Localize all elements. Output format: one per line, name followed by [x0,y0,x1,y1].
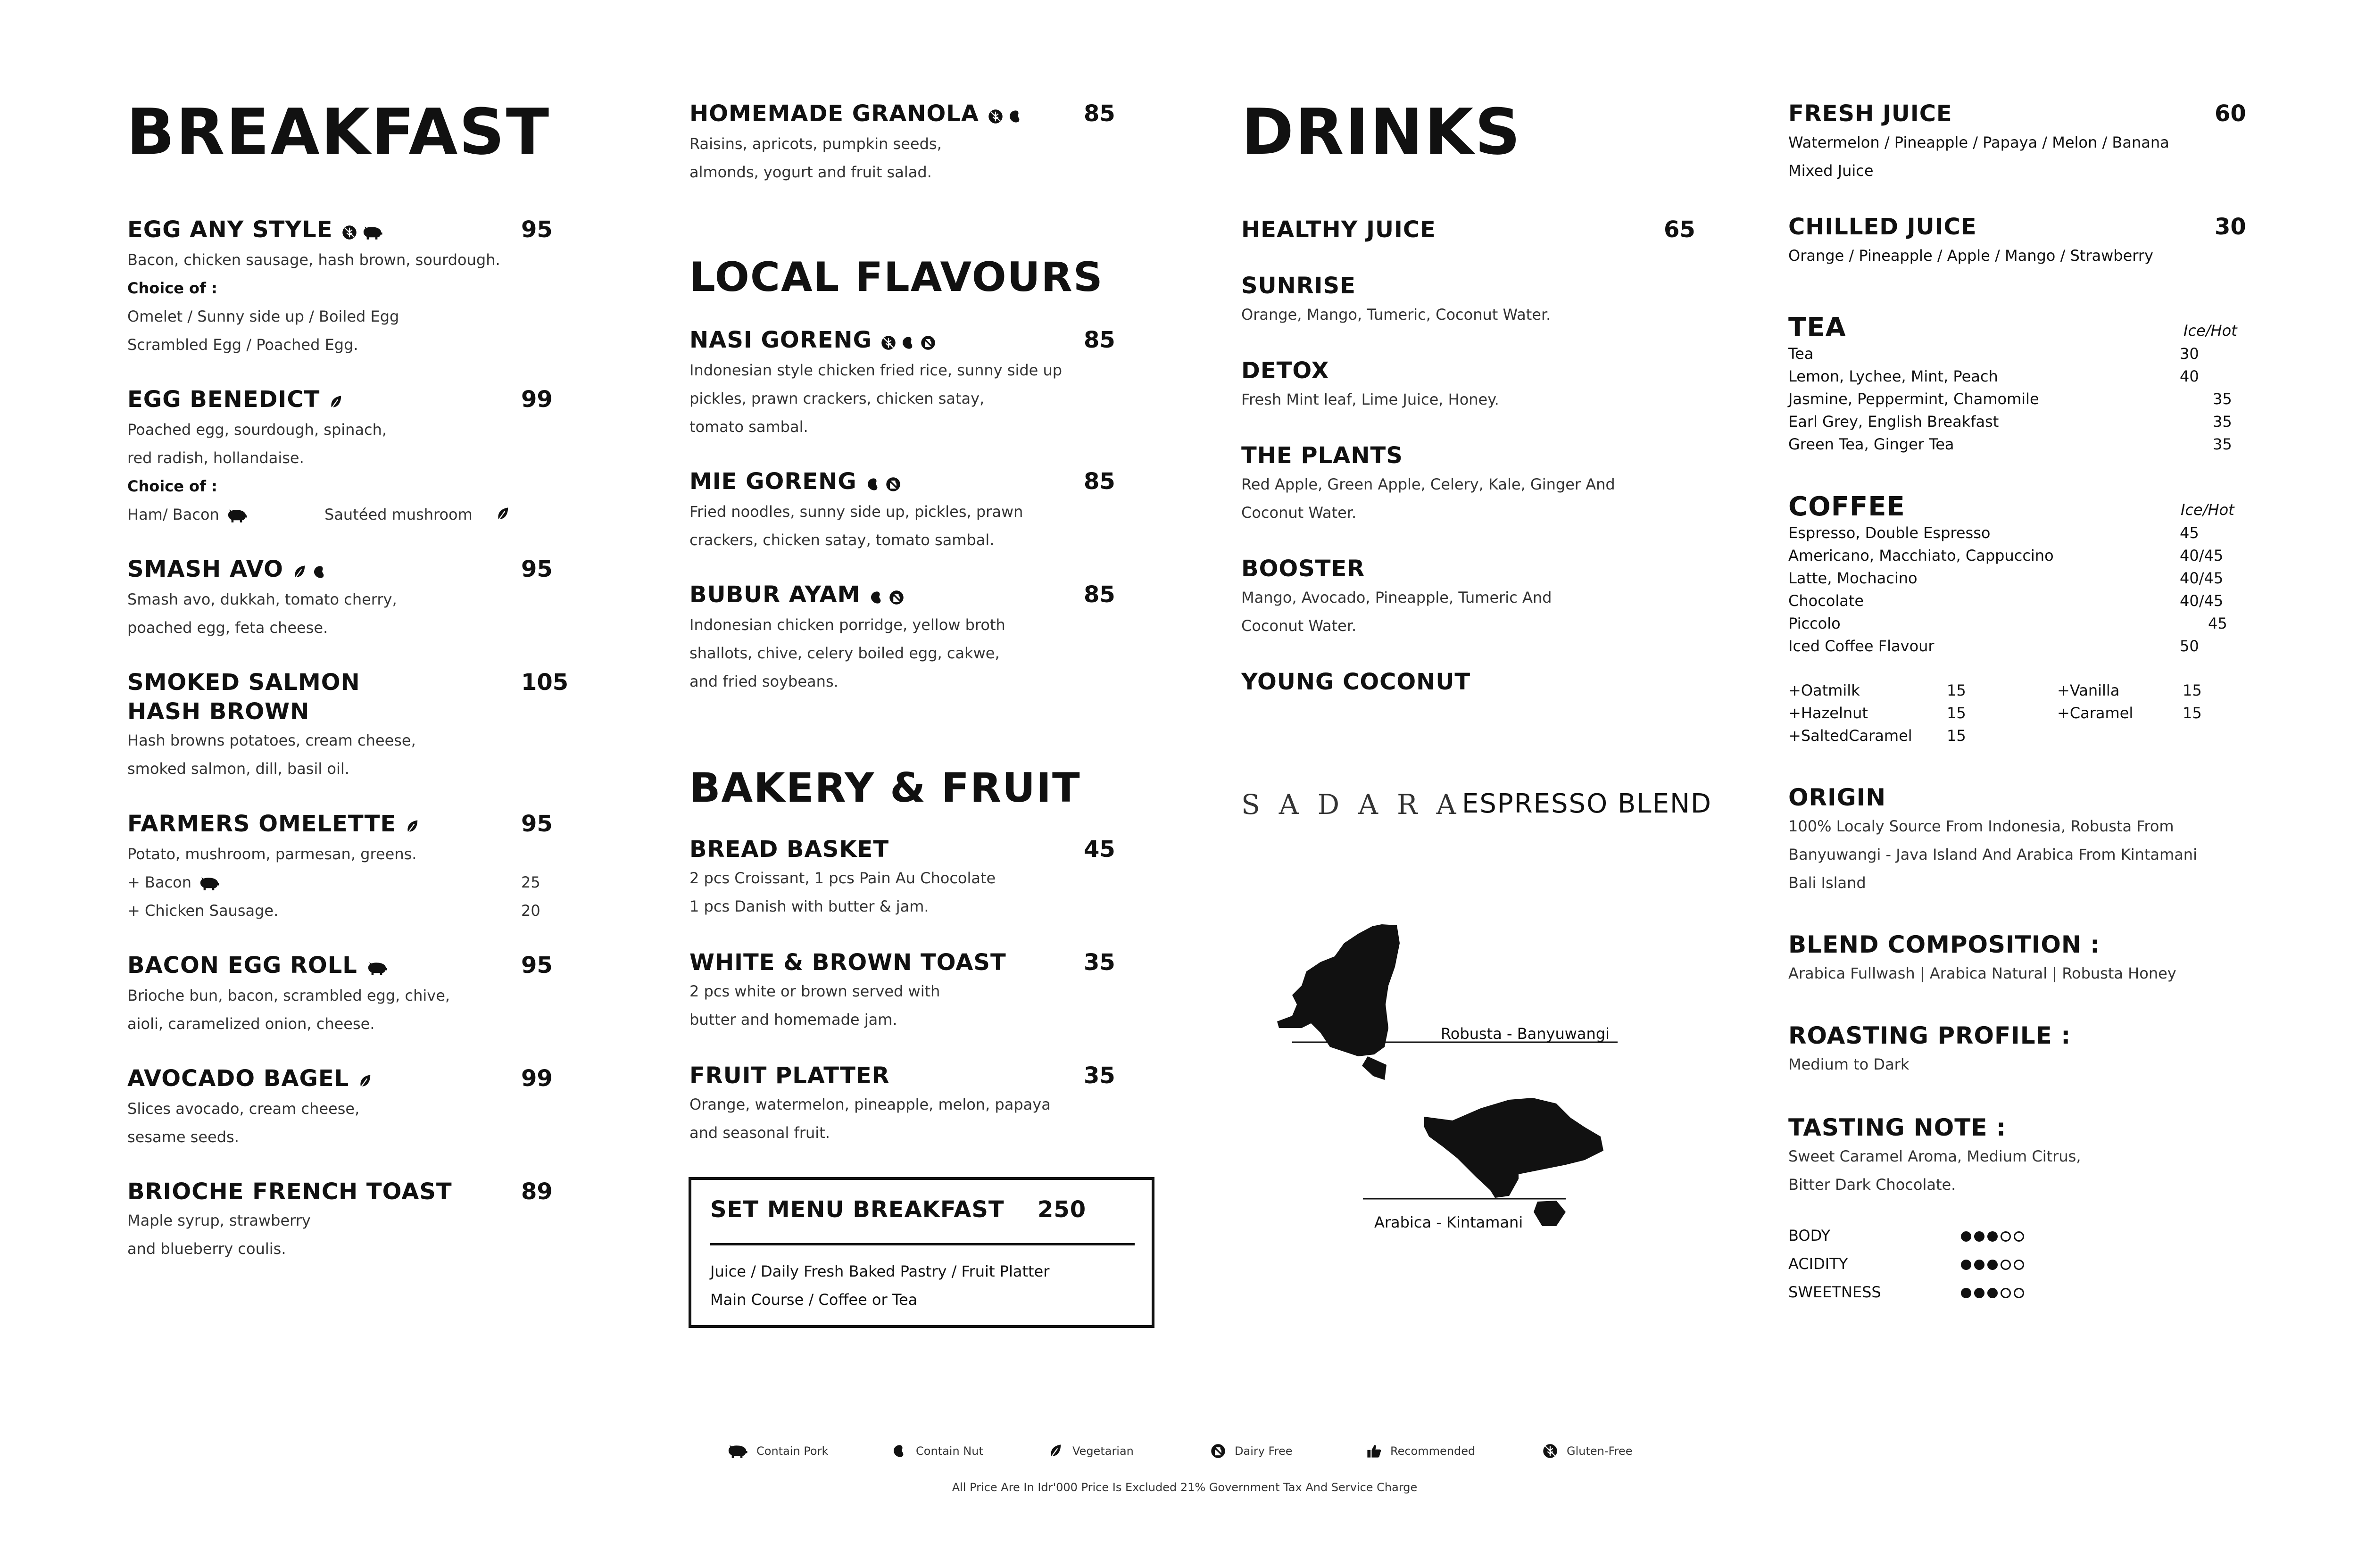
choice-label: Choice of : [127,477,217,495]
addon-label: + Chicken Sausage. [127,902,279,920]
dairy-free-icon [885,476,901,492]
blend-text: Arabica Fullwash | Arabica Natural | Robusta Honey [1788,964,2176,982]
item-description: Raisins, apricots, pumpkin seeds, [689,135,942,153]
tea-row: Tea 30 [1788,345,2199,363]
item-description: Poached egg, sourdough, spinach, [127,421,387,439]
rating-dot-filled [1987,1288,1998,1298]
item-price: 95 [521,216,553,243]
menu-item [689,580,1133,696]
rating-dots [1961,1221,2027,1250]
addon-label: +Vanilla [2057,681,2120,699]
vegetarian-icon [405,819,421,835]
menu-item [127,951,571,1038]
bakery-title: BAKERY & FRUIT [689,764,1081,812]
rating-dot-empty [2001,1231,2011,1242]
drink-description: Red Apple, Green Apple, Celery, Kale, Ginger And [1241,475,1615,493]
item-name: BACON EGG ROLL [127,952,357,979]
item-name: HEALTHY JUICE [1241,216,1436,243]
menu-item [127,1064,571,1151]
drink-name: DETOX [1241,357,1329,384]
origin-line: 100% Localy Source From Indonesia, Robusta From [1788,817,2174,835]
tea-section [1788,312,2237,456]
rating-dot-empty [2014,1288,2024,1298]
item-description: Potato, mushroom, parmesan, greens. [127,845,417,863]
menu-item [127,668,571,783]
choice-mushroom: Sautéed mushroom [324,506,473,523]
choice-line: Omelet / Sunny side up / Boiled Egg [127,307,399,325]
menu-item [689,835,1133,921]
blend-title: BLEND COMPOSITION : [1788,931,2101,958]
item-description: butter and homemade jam. [689,1011,897,1029]
coffee-row: Americano, Macchiato, Cappuccino 40/45 [1788,547,2224,564]
rating-dot-filled [1961,1231,1971,1242]
item-price: 65 [1664,216,1695,243]
vegetarian-icon [357,1073,374,1089]
vegetarian-icon [1048,1443,1064,1459]
drink-name: THE PLANTS [1241,442,1403,469]
profile-row: ACIDITY [1788,1250,2118,1278]
rating-dot-filled [1974,1288,1984,1298]
origin-line: Bali Island [1788,874,1866,892]
item-description: sesame seeds. [127,1128,239,1146]
item-name: SMASH AVO [127,556,283,582]
drink-item [1241,356,1685,414]
addon-price: 15 [2183,704,2202,722]
item-price: 95 [521,811,553,837]
item-description: Smash avo, dukkah, tomato cherry, [127,590,397,608]
set-menu-divider [710,1243,1135,1245]
gluten-free-icon [1542,1443,1558,1459]
item-description: Slices avocado, cream cheese, [127,1100,360,1118]
addon-label: + Bacon [127,873,191,891]
item-price: 99 [521,1065,553,1092]
pork-icon [361,224,383,241]
choice-line: Scrambled Egg / Poached Egg. [127,336,358,354]
addon-label: +Oatmilk [1788,681,1860,699]
set-menu-price: 250 [1038,1196,1087,1223]
item-description: Mixed Juice [1788,162,1874,180]
gluten-free-icon [880,335,897,351]
item-description: Orange / Pineapple / Apple / Mango / Strawberry [1788,247,2153,265]
item-price: 85 [1084,581,1115,608]
nut-icon [865,476,881,492]
item-name: SMOKED SALMON [127,669,360,696]
drink-description: Mango, Avocado, Pineapple, Tumeric And [1241,589,1552,606]
item-name: EGG ANY STYLE [127,216,333,243]
item-description: pickles, prawn crackers, chicken satay, [689,390,985,407]
rating-dot-filled [1961,1260,1971,1270]
breakfast-title: BREAKFAST [126,95,551,169]
rating-dot-filled [1974,1260,1984,1270]
addon-label: +SaltedCaramel [1788,727,1912,745]
gluten-free-icon [341,224,357,241]
addon-price: 15 [1947,681,1966,699]
vegetarian-icon [495,506,511,522]
drink-item [1241,554,1685,640]
pork-icon [366,960,388,976]
choice-ham-bacon: Ham/ Bacon [127,506,219,523]
nut-icon [1007,108,1023,124]
item-description: smoked salmon, dill, basil oil. [127,760,349,778]
addon-price: 15 [2183,681,2202,699]
item-price: 89 [521,1178,553,1205]
pork-icon [198,875,220,891]
item-price: 60 [2215,100,2246,127]
item-name: NASI GORENG [689,327,872,353]
item-price: 45 [1084,836,1115,863]
item-price: 30 [2215,214,2246,240]
price-note: All Price Are In Idr'000 Price Is Excluded 21% Government Tax And Service Charge [952,1481,1418,1494]
menu-item [689,948,1133,1034]
item-description: 2 pcs white or brown served with [689,982,940,1000]
item-price: 85 [1084,327,1115,353]
item-description: Fried noodles, sunny side up, pickles, prawn [689,503,1023,521]
coffee-section [1788,492,2232,657]
tea-row: Jasmine, Peppermint, Chamomile 35 [1788,390,2232,408]
rating-dots [1961,1278,2027,1306]
pork-icon [226,507,248,523]
menu-item [689,325,1133,441]
recommended-icon [1366,1443,1382,1459]
item-name: MIE GORENG [689,468,857,495]
tasting-title: TASTING NOTE : [1788,1114,2006,1141]
item-price: 95 [521,952,553,979]
item-name: FARMERS OMELETTE [127,811,397,837]
rating-dot-empty [2001,1288,2011,1298]
legend-gluten-free: Gluten-Free [1542,1443,1632,1459]
set-menu-name: SET MENU BREAKFAST [710,1196,1005,1223]
ice-hot-label: Ice/Hot [2184,322,2237,340]
legend-recommended: Recommended [1366,1443,1475,1459]
item-name: CHILLED JUICE [1788,214,1977,240]
item-description: and seasonal fruit. [689,1124,830,1142]
item-description: tomato sambal. [689,418,808,436]
coffee-row: Latte, Mochacino 40/45 [1788,569,2224,587]
set-menu-line: Main Course / Coffee or Tea [710,1291,918,1309]
coffee-title: COFFEE [1788,491,1905,522]
nut-icon [900,335,916,351]
item-price: 35 [1084,949,1115,976]
addon-price: 25 [521,873,540,891]
menu-item [127,1177,571,1263]
item-name: HOMEMADE GRANOLA [689,100,980,127]
item-description: shallots, chive, celery boiled egg, cakwe, [689,644,1000,662]
map-label-arabica: Arabica - Kintamani [1374,1213,1523,1231]
item-description: Orange, watermelon, pineapple, melon, papaya [689,1095,1051,1113]
coffee-row: Espresso, Double Espresso 45 [1788,524,2199,542]
item-name: BUBUR AYAM [689,581,861,608]
drink-name: BOOSTER [1241,556,1365,582]
item-description: Indonesian style chicken fried rice, sunny side up [689,361,1063,379]
dairy-free-icon [920,335,936,351]
drink-description: Coconut Water. [1241,617,1357,635]
tea-row: Lemon, Lychee, Mint, Peach 40 [1788,367,2199,385]
item-description: poached egg, feta cheese. [127,619,328,637]
java-island-shape [1277,924,1400,1080]
choice-label: Choice of : [127,279,217,297]
item-price: 105 [521,669,569,696]
item-description: Indonesian chicken porridge, yellow broth [689,616,1005,634]
blend-section [1788,930,2232,987]
item-description: crackers, chicken satay, tomato sambal. [689,531,995,549]
coffee-row: Iced Coffee Flavour 50 [1788,637,2199,655]
pork-icon [726,1443,748,1459]
drinks-title: DRINKS [1241,95,1522,169]
rating-dot-filled [1961,1288,1971,1298]
vegetarian-icon [292,564,308,580]
rating-dot-filled [1987,1260,1998,1270]
coffee-row: Piccolo 45 [1788,614,2227,632]
roast-section [1788,1021,2232,1079]
drink-name: SUNRISE [1241,273,1356,299]
item-description: red radish, hollandaise. [127,449,304,467]
tea-row: Green Tea, Ginger Tea 35 [1788,435,2232,453]
nut-icon [312,564,328,580]
addon-label: +Hazelnut [1788,704,1868,722]
gluten-free-icon [988,108,1004,124]
item-price: 95 [521,556,553,582]
menu-item [689,467,1133,554]
addon-price: 20 [521,902,540,920]
item-name: AVOCADO BAGEL [127,1065,349,1092]
item-name-line2: HASH BROWN [127,698,310,725]
addon-label: +Caramel [2057,704,2134,722]
profile-row: BODY [1788,1221,2118,1250]
item-description: 1 pcs Danish with butter & jam. [689,897,929,915]
origin-line: Banyuwangi - Java Island And Arabica From Kintamani [1788,846,2197,863]
menu-item [1241,215,1695,244]
menu-item [1788,212,2246,270]
rating-dot-empty [2001,1260,2011,1270]
tea-title: TEA [1788,312,1846,343]
flavor-profile [1788,1221,2118,1306]
drink-item [1241,441,1685,527]
legend-pork: Contain Pork [726,1443,828,1459]
drink-item [1241,271,1685,329]
menu-item [689,1061,1133,1147]
rating-dot-empty [2014,1260,2024,1270]
tasting-section [1788,1113,2232,1199]
item-description: Bacon, chicken sausage, hash brown, sourdough. [127,251,500,269]
item-description: Hash browns potatoes, cream cheese, [127,731,416,749]
item-description: and fried soybeans. [689,672,839,690]
bali-island-shape [1424,1098,1603,1226]
item-name: FRUIT PLATTER [689,1062,890,1089]
tea-row: Earl Grey, English Breakfast 35 [1788,413,2232,431]
addon-price: 15 [1947,727,1966,745]
nut-icon [891,1443,907,1459]
menu-item [1788,99,2246,185]
item-price: 99 [521,386,553,413]
origin-title: ORIGIN [1788,784,1886,811]
legend-vegetarian: Vegetarian [1048,1443,1134,1459]
item-name: BRIOCHE FRENCH TOAST [127,1178,452,1205]
item-description: Watermelon / Pineapple / Papaya / Melon / Banana [1788,133,2169,151]
brand-subtitle: ESPRESSO BLEND [1462,788,1712,819]
brand-logo: SADARA [1241,788,1475,821]
map-label-robusta: Robusta - Banyuwangi [1441,1025,1610,1043]
set-menu-box [689,1177,1154,1328]
item-description: almonds, yogurt and fruit salad. [689,163,932,181]
menu-item [689,99,1133,186]
rating-dots [1961,1250,2027,1278]
dairy-free-icon [1210,1443,1226,1459]
roast-text: Medium to Dark [1788,1055,1910,1073]
menu-item [127,555,571,642]
rating-dot-filled [1987,1231,1998,1242]
coffee-addons [1788,679,2260,747]
set-menu-line: Juice / Daily Fresh Baked Pastry / Fruit Platter [710,1262,1050,1280]
drink-item [1241,667,1685,697]
menu-item [127,215,571,359]
legend-nut: Contain Nut [891,1443,983,1459]
item-name: FRESH JUICE [1788,100,1952,127]
item-price: 35 [1084,1062,1115,1089]
origin-section [1788,783,2232,897]
vegetarian-icon [328,394,344,410]
item-description: and blueberry coulis. [127,1240,286,1258]
drink-description: Coconut Water. [1241,504,1357,522]
profile-row: SWEETNESS [1788,1278,2118,1306]
drink-description: Fresh Mint leaf, Lime Juice, Honey. [1241,390,1499,408]
roast-title: ROASTING PROFILE : [1788,1022,2071,1049]
item-name: BREAD BASKET [689,836,889,863]
item-description: Brioche bun, bacon, scrambled egg, chive, [127,987,450,1004]
item-description: 2 pcs Croissant, 1 pcs Pain Au Chocolate [689,869,996,887]
item-price: 85 [1084,100,1115,127]
rating-dot-empty [2014,1231,2024,1242]
menu-item [127,809,571,925]
tasting-line: Bitter Dark Chocolate. [1788,1176,1956,1194]
dairy-free-icon [888,589,905,606]
item-name: WHITE & BROWN TOAST [689,949,1006,976]
item-description: Maple syrup, strawberry [127,1211,311,1229]
rating-dot-filled [1974,1231,1984,1242]
drink-name: YOUNG COCONUT [1241,669,1471,695]
local-flavours-title: LOCAL FLAVOURS [689,254,1104,301]
legend-dairy-free: Dairy Free [1210,1443,1292,1459]
coffee-row: Chocolate 40/45 [1788,592,2224,610]
addon-price: 15 [1947,704,1966,722]
drink-description: Orange, Mango, Tumeric, Coconut Water. [1241,306,1551,324]
item-price: 85 [1084,468,1115,495]
item-description: aioli, caramelized onion, cheese. [127,1015,375,1033]
menu-item [127,385,571,529]
item-name: EGG BENEDICT [127,386,320,413]
ice-hot-label: Ice/Hot [2181,501,2234,519]
nut-icon [869,589,885,606]
tasting-line: Sweet Caramel Aroma, Medium Citrus, [1788,1147,2081,1165]
